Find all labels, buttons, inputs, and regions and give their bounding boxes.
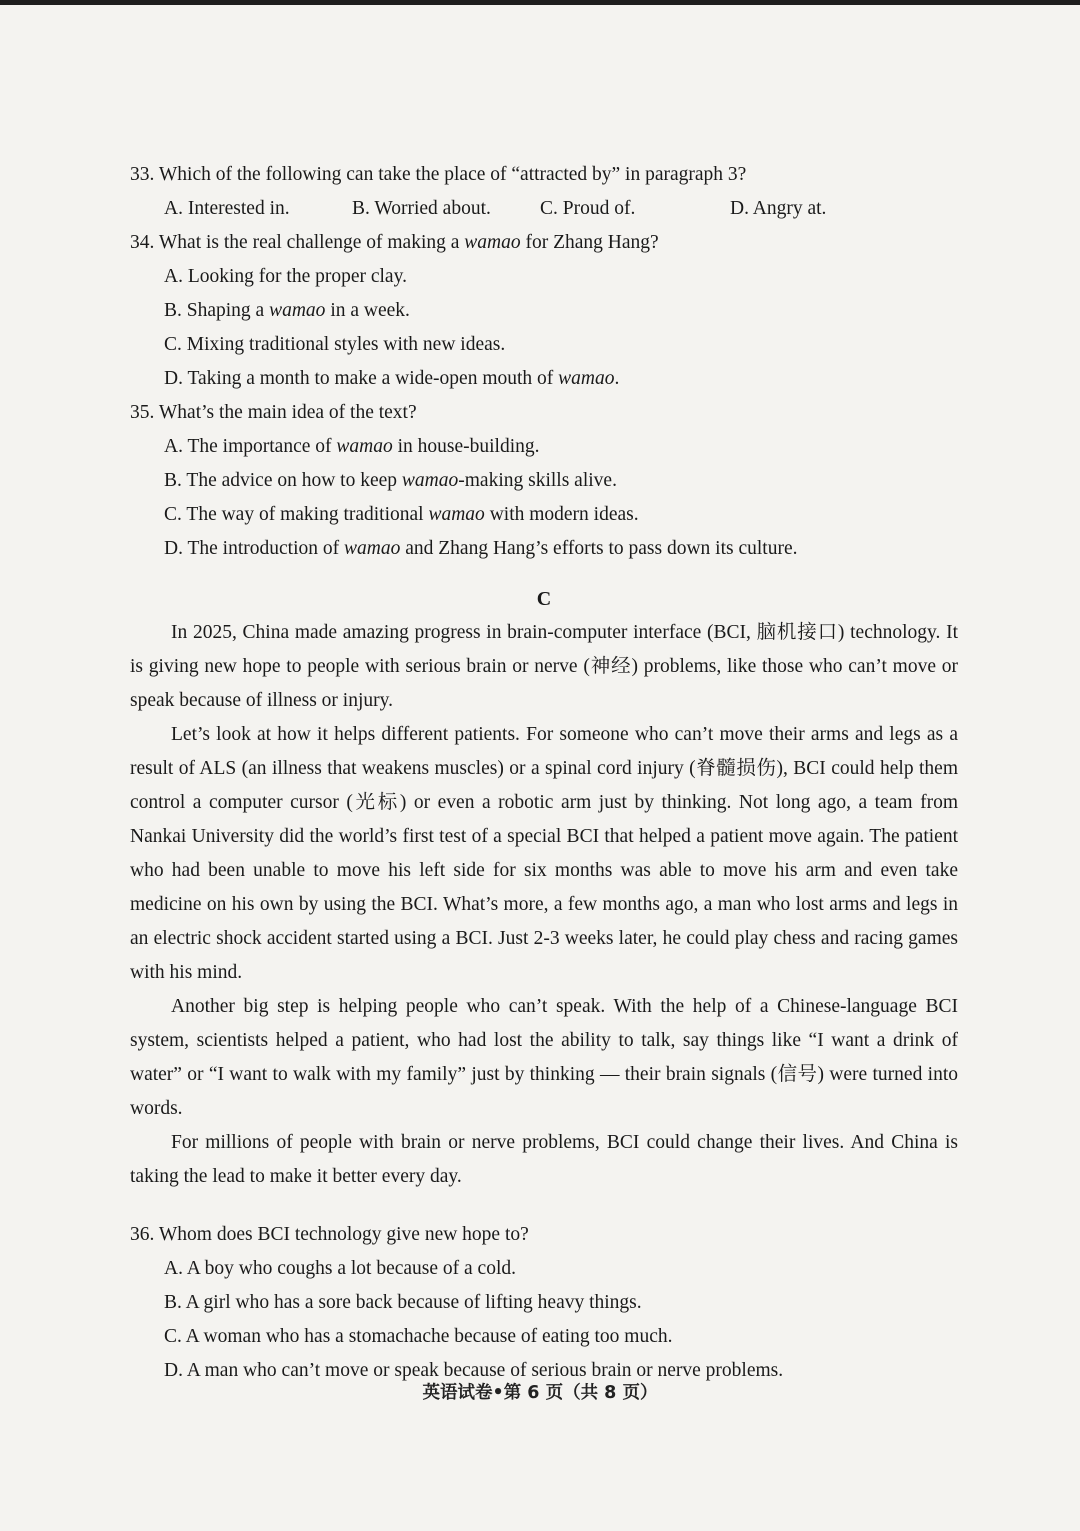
question-33-option-a: A. Interested in. — [164, 198, 290, 219]
passage-paragraph: In 2025, China made amazing progress in brain-computer interface (BCI, 脑机接口) technology. It is giving new hope to people with serious brain or nerve (神经) problems, like those who can’t move or speak because of illness or injury. — [130, 622, 958, 711]
question-34-stem: 34. What is the real challenge of making a wamao for Zhang Hang? — [130, 232, 659, 253]
question-35-stem: 35. What’s the main idea of the text? — [130, 402, 417, 423]
question-33-options — [130, 192, 958, 226]
question-33-stem: 33. Which of the following can take the place of “attracted by” in paragraph 3? — [130, 164, 747, 185]
question-35-option-b: B. The advice on how to keep wamao-making skills alive. — [164, 470, 617, 491]
passage-paragraph: For millions of people with brain or nerve problems, BCI could change their lives. And China is taking the lead to make it better every day. — [130, 1132, 958, 1187]
question-33-option-c: C. Proud of. — [540, 198, 636, 219]
question-34 — [130, 226, 958, 396]
question-35-option-d: D. The introduction of wamao and Zhang Hang’s efforts to pass down its culture. — [164, 538, 798, 559]
question-34-option-a: A. Looking for the proper clay. — [164, 266, 407, 287]
question-33-option-d: D. Angry at. — [730, 198, 827, 219]
passage-paragraph: Another big step is helping people who can’t speak. With the help of a Chinese-language BCI system, scientists helped a patient, who had lost the ability to talk, say things like “I want a drink of water” or “I want to walk with my family” just by thinking — their brain signals (信号) were turned into words. — [130, 996, 958, 1119]
question-36 — [130, 1218, 958, 1388]
question-35 — [130, 396, 958, 566]
question-36-option-a: A. A boy who coughs a lot because of a cold. — [164, 1258, 517, 1279]
question-34-option-d: D. Taking a month to make a wide-open mouth of wamao. — [164, 368, 620, 389]
passage-c-heading: C — [536, 588, 552, 610]
passage-paragraph: Let’s look at how it helps different patients. For someone who can’t move their arms and legs as a result of ALS (an illness that weakens muscles) or a spinal cord injury (脊髓损伤), BCI could help them control a computer cursor (光标) or even a robotic arm just by thinking. Not long ago, a team from Nankai University did the world’s first test of a special BCI that helped a patient move again. The patient who had been unable to move his left side for six months was able to move his arm and even take medicine on his own by using the BCI. What’s more, a few months ago, a man who lost arms and legs in an electric shock accident started using a BCI. Just 2-3 weeks later, he could play chess and racing games with his mind. — [130, 724, 958, 983]
question-35-option-c: C. The way of making traditional wamao with modern ideas. — [164, 504, 639, 525]
question-36-option-b: B. A girl who has a sore back because of lifting heavy things. — [164, 1292, 642, 1313]
question-34-option-b: B. Shaping a wamao in a week. — [164, 300, 410, 321]
question-33-option-b: B. Worried about. — [352, 198, 491, 219]
question-36-option-c: C. A woman who has a stomachache because of eating too much. — [164, 1326, 673, 1347]
exam-page-content — [130, 158, 958, 1388]
question-33 — [130, 158, 958, 226]
question-35-option-a: A. The importance of wamao in house-building. — [164, 436, 540, 457]
scan-top-edge — [0, 0, 1080, 5]
passage-c-body — [130, 616, 958, 1194]
question-36-stem: 36. Whom does BCI technology give new hope to? — [130, 1224, 529, 1245]
question-36-option-d: D. A man who can’t move or speak because of serious brain or nerve problems. — [164, 1360, 784, 1381]
page-footer: 英语试卷•第 6 页（共 8 页） — [422, 1383, 658, 1403]
question-34-option-c: C. Mixing traditional styles with new ideas. — [164, 334, 506, 355]
